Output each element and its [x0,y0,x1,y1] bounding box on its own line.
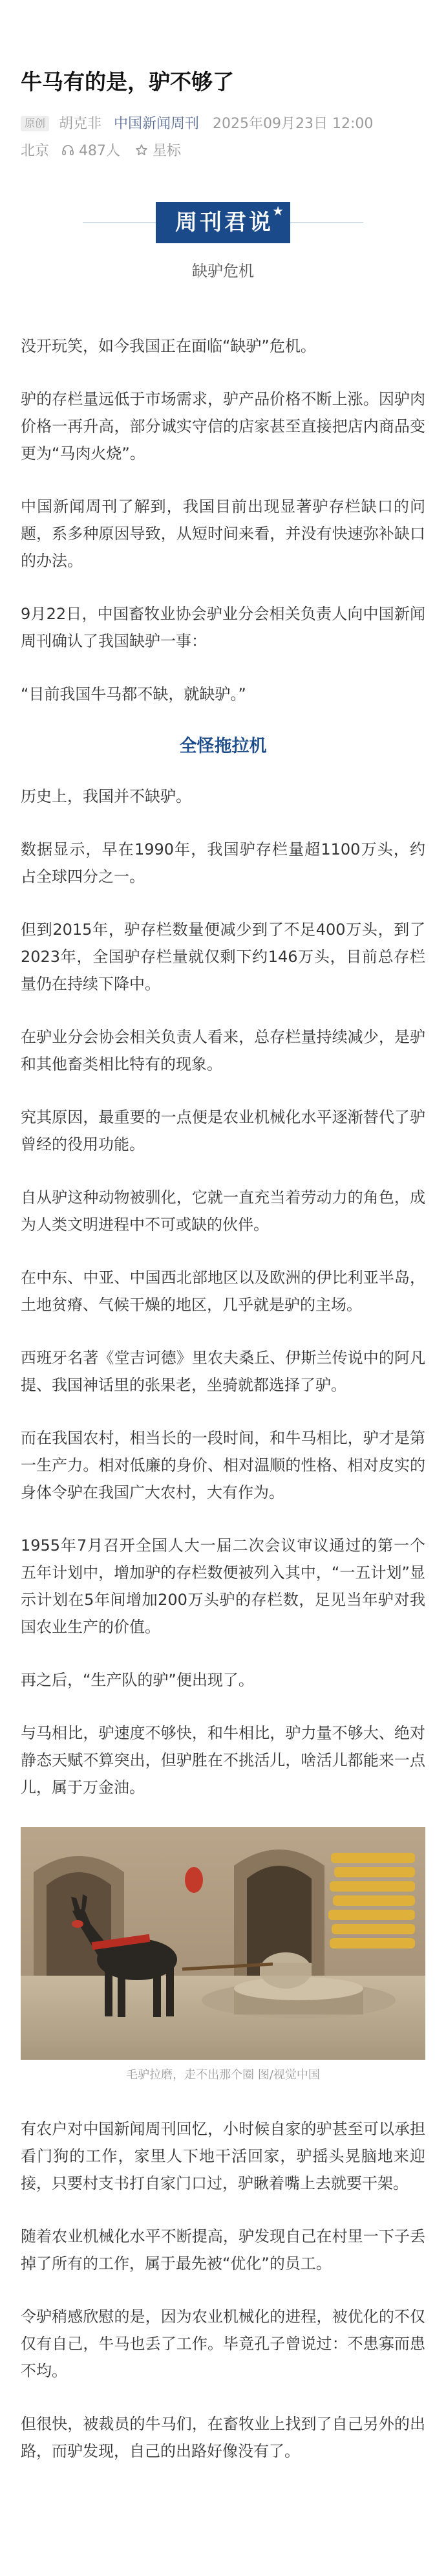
column-banner [21,202,425,243]
paragraph-group-1 [21,333,425,708]
paragraph: 但很快，被裁员的牛马们，在畜牧业上找到了自己另外的出路，而驴发现，自己的出路好像没有了。 [21,2415,425,2460]
source-account-link[interactable]: 中国新闻周刊 [114,116,200,132]
banner-star-icon: ★ [272,203,286,219]
publish-date: 2025年09月23日 12:00 [213,116,374,132]
paragraph: 自从驴这种动物被驯化，它就一直充当着劳动力的角色，成为人类文明进程中不可或缺的伙伴。 [21,1188,425,1234]
meta-row-1 [21,113,425,136]
star-icon [135,144,148,157]
section-heading: 全怪拖拉机 [179,736,267,756]
original-badge: 原创 [21,116,49,131]
listen-count[interactable] [61,143,125,159]
paragraph: 有农户对中国新闻周刊回忆，小时候自家的驴甚至可以承担看门狗的工作，家里人下地干活回家，驴摇头晃脑地来迎接，只要村支书打自家门口过，驴瞅着嘴上去就要干架。 [21,2120,425,2192]
paragraph: 历史上，我国并不缺驴。 [21,787,191,805]
paragraph: 驴的存栏量远低于市场需求，驴产品价格不断上涨。因驴肉价格一再升高，部分诚实守信的店家甚至直接把店内商品变更为“马肉火烧”。 [21,390,425,463]
article-body [21,333,425,2465]
headphones-icon [61,144,74,157]
paragraph: 中国新闻周刊了解到，我国目前出现显著驴存栏缺口的问题，系多种原因导致，从短时间来看，并没有快速弥补缺口的办法。 [21,497,425,570]
paragraph: 1955年7月召开全国人大一届二次会议审议通过的第一个五年计划中，增加驴的存栏数便被列入其中，“一五计划”显示计划在5年间增加200万头驴的存栏数，足见当年驴对我国农业生产的价值。 [21,1536,425,1636]
paragraph-group-3 [21,2115,425,2465]
paragraph: 西班牙名著《堂吉诃德》里农夫桑丘、伊斯兰传说中的阿凡提、我国神话里的张果老，坐骑就都选择了驴。 [21,1349,425,1394]
paragraph: 9月22日，中国畜牧业协会驴业分会相关负责人向中国新闻周刊确认了我国缺驴一事： [21,605,425,650]
donkey-mill-photo-icon [21,1827,425,2060]
paragraph: 随着农业机械化水平不断提高，驴发现自己在村里一下子丢掉了所有的工作，属于最先被“优化”的员工。 [21,2227,425,2273]
paragraph: 在中东、中亚、中国西北部地区以及欧洲的伊比利亚半岛，土地贫瘠、气候干燥的地区，几乎就是驴的主场。 [21,1269,425,1314]
listen-count-value: 487人 [79,143,121,159]
paragraph: “目前我国牛马都不缺，就缺驴。” [21,685,246,703]
paragraph-group-2 [21,783,425,1801]
paragraph: 在驴业分会协会相关负责人看来，总存栏量持续减少，是驴和其他畜类相比特有的现象。 [21,1028,425,1073]
article-subtitle: 缺驴危机 [192,262,254,280]
column-banner-box [156,202,290,243]
author-name[interactable]: 胡克非 [59,116,102,132]
article-title: 牛马有的是，驴不够了 [21,69,234,94]
meta-row-2 [21,140,425,163]
paragraph: 而在我国农村，相当长的一段时间，和牛马相比，驴才是第一生产力。相对低廉的身价、相对温顺的性格、相对皮实的身体令驴在我国广大农村，大有作为。 [21,1429,425,1501]
photo-caption: 毛驴拉磨，走不出那个圈 图/视觉中国 [126,2068,320,2082]
paragraph: 数据显示，早在1990年，我国驴存栏量超1100万头，约占全球四分之一。 [21,840,425,886]
paragraph: 没开玩笑，如今我国正在面临“缺驴”危机。 [21,337,316,355]
star-label: 星标 [153,143,182,159]
paragraph: 究其原因，最重要的一点便是农业机械化水平逐渐替代了驴曾经的役用功能。 [21,1108,425,1153]
paragraph: 令驴稍感欣慰的是，因为农业机械化的进程，被优化的不仅仅有自己，牛马也丢了工作。毕竟孔子曾说过：不患寡而患不均。 [21,2308,425,2380]
publish-location: 北京 [21,143,50,159]
paragraph: 与马相比，驴速度不够快，和牛相比，驴力量不够大、绝对静态天赋不算突出，但驴胜在不挑活儿，啥活儿都能来一点儿，属于万金油。 [21,1724,425,1796]
column-banner-text: 周刊君说 [175,210,273,235]
paragraph: 再之后，“生产队的驴”便出现了。 [21,1671,254,1689]
star-button[interactable] [135,143,181,159]
article-meta [21,113,425,163]
article-photo [21,1827,425,2060]
paragraph: 但到2015年，驴存栏数量便减少到了不足400万头，到了2023年，全国驴存栏量就仅剩下约146万头，目前总存栏量仍在持续下降中。 [21,921,425,993]
